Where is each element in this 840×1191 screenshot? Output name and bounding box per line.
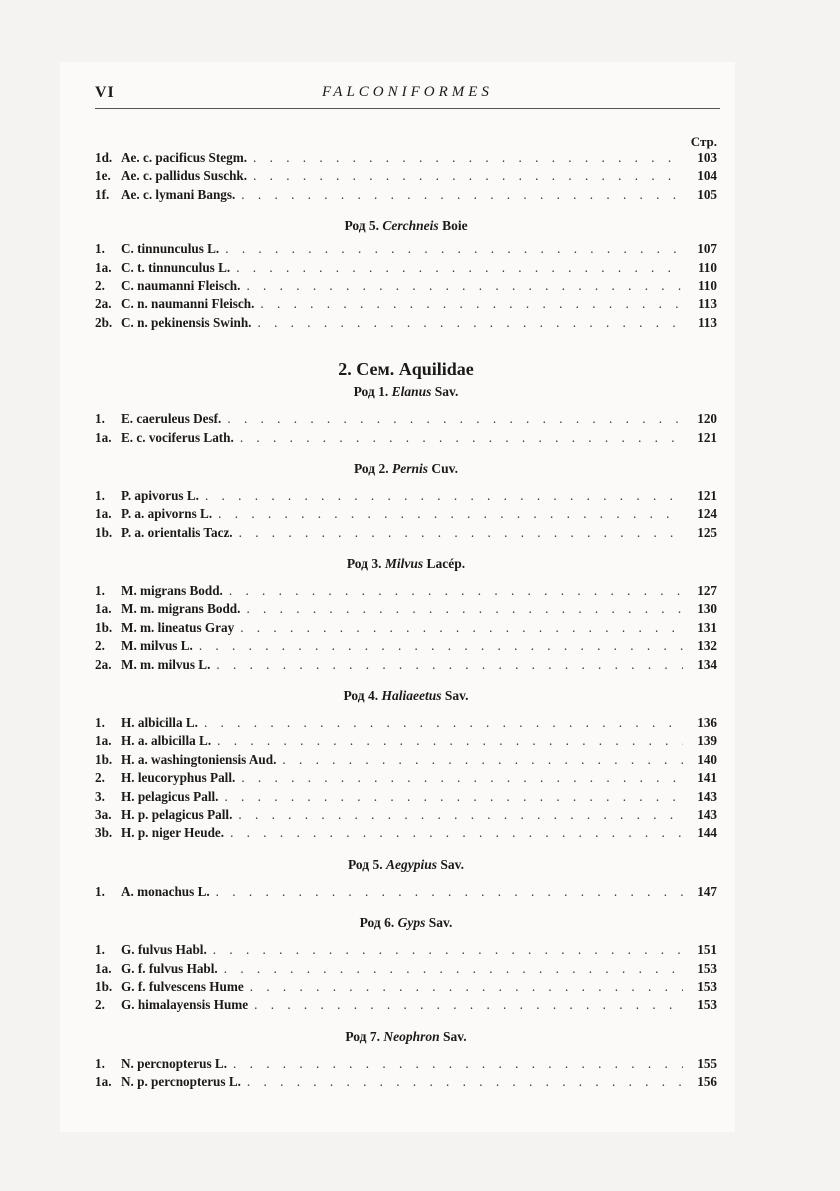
entry-page: 121 bbox=[697, 429, 717, 445]
list-item bbox=[95, 410, 717, 428]
entry-name: C. tinnunculus L. bbox=[121, 241, 220, 257]
list-item bbox=[95, 167, 717, 185]
leader-dots bbox=[257, 314, 683, 332]
entry-name: E. caeruleus Desf. bbox=[121, 411, 222, 427]
leader-dots bbox=[229, 582, 683, 600]
entry-page: 155 bbox=[697, 1055, 717, 1071]
genus-name: Pernis bbox=[391, 460, 428, 476]
genus-prefix: Род 1. bbox=[353, 384, 392, 400]
genus-name: Haliaeetus bbox=[381, 688, 442, 704]
entry-page: 153 bbox=[697, 978, 717, 994]
entry-page: 156 bbox=[697, 1074, 717, 1090]
leader-dots bbox=[227, 410, 683, 428]
genus-heading bbox=[95, 382, 717, 402]
list-item bbox=[95, 582, 717, 600]
entry-name: P. a. apivorns L. bbox=[121, 506, 213, 522]
leader-dots bbox=[213, 941, 683, 959]
genus-author: Sav. bbox=[439, 1028, 467, 1044]
list-item bbox=[95, 487, 717, 505]
list-item bbox=[95, 714, 717, 732]
leader-dots bbox=[254, 996, 683, 1014]
leader-dots bbox=[217, 732, 683, 750]
entry-name: M. migrans Bodd. bbox=[121, 583, 223, 599]
entry-number: 1. bbox=[95, 715, 105, 731]
entry-number: 2. bbox=[95, 770, 105, 786]
family-prefix: 2. Сем. bbox=[338, 359, 395, 380]
entry-page: 153 bbox=[697, 997, 717, 1013]
list-item bbox=[95, 637, 717, 655]
entry-name: G. f. fulvescens Hume bbox=[121, 978, 244, 994]
leader-dots bbox=[233, 1055, 683, 1073]
leader-dots bbox=[224, 788, 683, 806]
entry-page: 105 bbox=[697, 186, 717, 202]
entry-name: E. c. vociferus Lath. bbox=[121, 429, 234, 445]
leader-dots bbox=[239, 524, 683, 542]
genus-author: Sav. bbox=[425, 915, 453, 931]
entry-page: 125 bbox=[697, 524, 717, 540]
genus-heading bbox=[95, 554, 717, 574]
entry-number: 1. bbox=[95, 411, 105, 427]
list-item bbox=[95, 619, 717, 637]
leader-dots bbox=[241, 769, 683, 787]
table-of-contents bbox=[95, 149, 717, 1092]
entry-name: H. pelagicus Pall. bbox=[121, 788, 219, 804]
genus-entries bbox=[95, 410, 717, 447]
entry-name: M. m. lineatus Gray bbox=[121, 619, 235, 635]
genus-prefix: Род 7. bbox=[345, 1028, 384, 1044]
genus-author: Lacép. bbox=[423, 556, 466, 572]
entry-name: G. fulvus Habl. bbox=[121, 942, 207, 958]
leader-dots bbox=[240, 619, 683, 637]
list-item bbox=[95, 996, 717, 1014]
list-item bbox=[95, 240, 717, 258]
leader-dots bbox=[224, 960, 683, 978]
genus-entries bbox=[95, 487, 717, 542]
leader-dots bbox=[205, 487, 683, 505]
entry-name: Ae. c. pacificus Stegm. bbox=[121, 150, 247, 165]
genus-heading bbox=[95, 913, 717, 933]
entry-name: H. a. albicilla L. bbox=[121, 733, 212, 749]
list-item bbox=[95, 824, 717, 842]
cerchneis-entries bbox=[95, 240, 717, 332]
genus-name: Neophron bbox=[383, 1028, 440, 1044]
genus-name: Milvus bbox=[384, 556, 424, 572]
entry-page: 139 bbox=[697, 733, 717, 749]
genera-list bbox=[95, 382, 717, 1091]
list-item bbox=[95, 732, 717, 750]
leader-dots bbox=[204, 714, 683, 732]
entry-number: 1. bbox=[95, 942, 105, 958]
genus-heading bbox=[95, 216, 717, 236]
entry-number: 2. bbox=[95, 638, 105, 654]
family-name: Aquilidae bbox=[398, 359, 474, 380]
entry-name: G. himalayensis Hume bbox=[121, 997, 249, 1013]
list-item bbox=[95, 806, 717, 824]
entry-number: 1d. bbox=[95, 150, 113, 165]
genus-author: Sav. bbox=[431, 384, 459, 400]
leader-dots bbox=[199, 637, 683, 655]
genus-prefix: Род 4. bbox=[343, 688, 382, 704]
entry-number: 1b. bbox=[95, 524, 113, 540]
entry-number: 1a. bbox=[95, 733, 112, 749]
list-item bbox=[95, 259, 717, 277]
entry-number: 1b. bbox=[95, 978, 113, 994]
list-item bbox=[95, 960, 717, 978]
entry-page: 113 bbox=[697, 314, 717, 330]
entry-number: 1f. bbox=[95, 186, 110, 202]
entry-name: M. m. milvus L. bbox=[121, 656, 211, 672]
entry-number: 1e. bbox=[95, 168, 111, 184]
entry-number: 3b. bbox=[95, 825, 113, 841]
entry-number: 1a. bbox=[95, 506, 112, 522]
genus-entries bbox=[95, 883, 717, 901]
genus-name: Aegypius bbox=[385, 856, 437, 872]
list-item bbox=[95, 295, 717, 313]
genus-author: Sav. bbox=[441, 688, 469, 704]
leader-dots bbox=[253, 167, 683, 185]
list-item bbox=[95, 600, 717, 618]
entry-name: Ae. c. lymani Bangs. bbox=[121, 186, 236, 202]
list-item bbox=[95, 751, 717, 769]
entry-page: 153 bbox=[697, 960, 717, 976]
entry-name: C. n. pekinensis Swinh. bbox=[121, 314, 252, 330]
entry-number: 2. bbox=[95, 997, 105, 1013]
list-item bbox=[95, 149, 717, 167]
entry-name: C. t. tinnunculus L. bbox=[121, 259, 231, 275]
entry-name: H. a. washingtoniensis Aud. bbox=[121, 751, 277, 767]
entry-name: H. p. niger Heude. bbox=[121, 825, 225, 841]
entry-number: 2a. bbox=[95, 656, 112, 672]
leader-dots bbox=[246, 277, 683, 295]
entry-page: 140 bbox=[697, 751, 717, 767]
entry-page: 131 bbox=[697, 619, 717, 635]
entry-page: 136 bbox=[697, 715, 717, 731]
genus-heading bbox=[95, 459, 717, 479]
entry-name: H. albicilla L. bbox=[121, 715, 198, 731]
genus-heading bbox=[95, 1027, 717, 1047]
entry-number: 1. bbox=[95, 883, 105, 899]
entry-number: 1a. bbox=[95, 960, 112, 976]
genus-entries bbox=[95, 714, 717, 843]
list-item bbox=[95, 186, 717, 204]
genus-heading bbox=[95, 686, 717, 706]
entry-name: Ae. c. pallidus Suschk. bbox=[121, 168, 248, 184]
entry-name: M. m. migrans Bodd. bbox=[121, 601, 241, 617]
entry-number: 3. bbox=[95, 788, 105, 804]
genus-prefix: Род 5. bbox=[344, 218, 380, 234]
list-item bbox=[95, 656, 717, 674]
list-item bbox=[95, 941, 717, 959]
entry-number: 1a. bbox=[95, 429, 112, 445]
list-item bbox=[95, 788, 717, 806]
entry-page: 113 bbox=[697, 296, 717, 312]
entry-page: 151 bbox=[697, 942, 717, 958]
leader-dots bbox=[250, 978, 683, 996]
leader-dots bbox=[238, 806, 683, 824]
leader-dots bbox=[241, 186, 683, 204]
page-number: VI bbox=[95, 84, 115, 101]
list-item bbox=[95, 277, 717, 295]
entry-page: 134 bbox=[697, 656, 717, 672]
entry-page: 103 bbox=[697, 150, 717, 165]
genus-entries bbox=[95, 582, 717, 674]
genus-prefix: Род 3. bbox=[346, 556, 385, 572]
entry-number: 1. bbox=[95, 487, 105, 503]
entry-number: 1. bbox=[95, 1055, 105, 1071]
leader-dots bbox=[225, 240, 683, 258]
entry-number: 2b. bbox=[95, 314, 113, 330]
entry-name: G. f. fulvus Habl. bbox=[121, 960, 218, 976]
genus-entries bbox=[95, 941, 717, 1015]
entry-page: 120 bbox=[697, 411, 717, 427]
list-item bbox=[95, 505, 717, 523]
entry-page: 132 bbox=[697, 638, 717, 654]
leader-dots bbox=[230, 824, 683, 842]
entry-page: 110 bbox=[697, 277, 717, 293]
genus-author: Sav. bbox=[436, 856, 464, 872]
entry-number: 1. bbox=[95, 241, 105, 257]
entry-number: 2. bbox=[95, 277, 105, 293]
leader-dots bbox=[236, 259, 683, 277]
entry-page: 104 bbox=[697, 168, 717, 184]
genus-heading bbox=[95, 855, 717, 875]
entry-page: 124 bbox=[697, 506, 717, 522]
list-item bbox=[95, 1073, 717, 1091]
entry-number: 2a. bbox=[95, 296, 112, 312]
entry-number: 1. bbox=[95, 583, 105, 599]
genus-author: Cuv. bbox=[427, 460, 458, 476]
list-item bbox=[95, 769, 717, 787]
list-item bbox=[95, 314, 717, 332]
leader-dots bbox=[246, 600, 683, 618]
entry-name: N. p. percnopterus L. bbox=[121, 1074, 241, 1090]
genus-author: Boie bbox=[442, 218, 468, 234]
leader-dots bbox=[247, 1073, 683, 1091]
entry-name: H. leucoryphus Pall. bbox=[121, 770, 236, 786]
genus-prefix: Род 5. bbox=[347, 856, 386, 872]
entry-page: 121 bbox=[697, 487, 717, 503]
entry-name: A. monachus L. bbox=[121, 883, 210, 899]
genus-prefix: Род 2. bbox=[353, 460, 392, 476]
entry-name: H. p. pelagicus Pall. bbox=[121, 806, 233, 822]
entry-name: C. n. naumanni Fleisch. bbox=[121, 296, 255, 312]
genus-name: Cerchneis bbox=[382, 218, 439, 234]
top-entries bbox=[95, 149, 717, 204]
entry-number: 1a. bbox=[95, 1074, 112, 1090]
entry-name: P. apivorus L. bbox=[121, 487, 199, 503]
list-item bbox=[95, 1055, 717, 1073]
page-column-header: Стр. bbox=[690, 134, 717, 149]
list-item bbox=[95, 978, 717, 996]
leader-dots bbox=[240, 429, 683, 447]
entry-page: 144 bbox=[697, 825, 717, 841]
entry-page: 147 bbox=[697, 883, 717, 899]
entry-number: 1b. bbox=[95, 751, 113, 767]
entry-number: 1b. bbox=[95, 619, 113, 635]
list-item bbox=[95, 883, 717, 901]
entry-name: N. percnopterus L. bbox=[121, 1055, 227, 1071]
genus-prefix: Род 6. bbox=[359, 915, 398, 931]
entry-name: M. milvus L. bbox=[121, 638, 193, 654]
leader-dots bbox=[253, 149, 683, 167]
entry-number: 3a. bbox=[95, 806, 112, 822]
leader-dots bbox=[216, 883, 683, 901]
entry-page: 127 bbox=[697, 583, 717, 599]
entry-name: P. a. orientalis Tacz. bbox=[121, 524, 233, 540]
leader-dots bbox=[282, 751, 683, 769]
entry-page: 141 bbox=[697, 770, 717, 786]
entry-number: 1a. bbox=[95, 259, 112, 275]
entry-name: C. naumanni Fleisch. bbox=[121, 277, 241, 293]
genus-entries bbox=[95, 1055, 717, 1092]
entry-page: 107 bbox=[697, 241, 717, 257]
entry-page: 110 bbox=[697, 259, 717, 275]
leader-dots bbox=[260, 295, 683, 313]
leader-dots bbox=[216, 656, 683, 674]
list-item bbox=[95, 524, 717, 542]
leader-dots bbox=[218, 505, 683, 523]
genus-name: Gyps bbox=[397, 915, 426, 931]
running-title: FALCONIFORMES bbox=[322, 84, 493, 100]
running-head bbox=[95, 84, 720, 109]
genus-name: Elanus bbox=[391, 384, 432, 400]
entry-page: 130 bbox=[697, 601, 717, 617]
entry-page: 143 bbox=[697, 806, 717, 822]
list-item bbox=[95, 429, 717, 447]
entry-number: 1a. bbox=[95, 601, 112, 617]
family-heading bbox=[95, 356, 717, 382]
entry-page: 143 bbox=[697, 788, 717, 804]
